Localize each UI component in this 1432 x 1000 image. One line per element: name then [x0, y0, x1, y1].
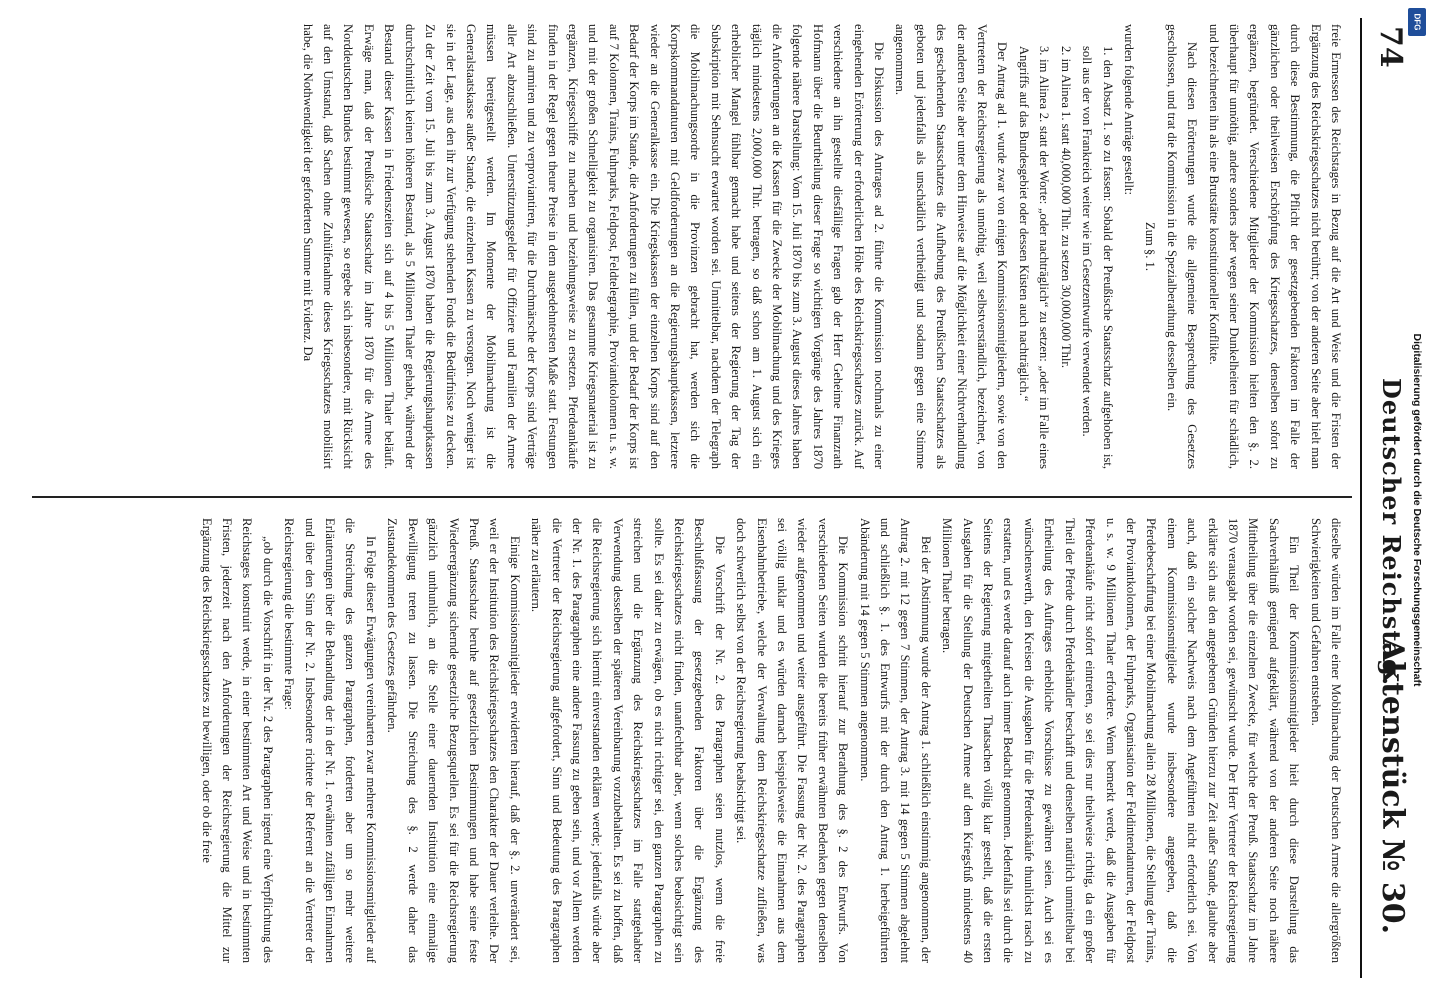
paragraph: Die Vorschrift der Nr. 2. des Paragraphen seien nutzlos, wenn die freie Beschlußfassung der gesetzgebenden Faktoren über die Ergänzung des Reichskriegsschatzes nicht finden, unanfechtbar aber, wenn solches beabsichtigt sein sollte. Es sei daher zu erwägen, ob es nicht richtiger sei, den ganzen Paragraphen zu streichen und die Ergänzung des Reichskriegsschatzes im Falle stattgehabter Verwendung desselben der späteren Vereinbarung vorzubehalten. Es sei zu hoffen, daß die Reichsregierung sich hiermit einverstanden erklären werde; jedenfalls würde aber der Nr. 1. des Paragraphen eine andere Fassung zu geben sein, und vor Allem werden die Vertreter der Reichsregierung aufgefordert, Sinn und Bedeutung des Paragraphen näher zu erläutern.	[529, 518, 727, 963]
list-item: 1. den Absatz 1. so zu fassen: Sobald der Preußische Staatsschatz aufgehoben ist, soll aus der von Frankreich weiter wie im Gesetzentwurfe verwendet werden.	[1080, 46, 1115, 469]
paragraph: Der Antrag ad 1. wurde zwar von einigen Kommissionsmitgliedern, sowie von den Vertretern der Reichsregierung als unnöthig, weil selbstverständlich, bezeichnet, von der anderen Seite aber unter dem Hinweise auf die Möglichkeit einer Nichtverhandlung des geschehenden Staatsschatzes die Aufhebung des Preußischen Staatsschatzes als geboten und jedenfalls als unschädlich vertheidigt und sodann gegen eine Stimme angenommen.	[893, 24, 1010, 469]
section-heading: Zum §. 1.	[1143, 222, 1158, 271]
paragraph: Einige Kommissionsmitglieder erwiderten hierauf, daß der §. 2. unverändert sei, weil er der Institution des Reichskriegsschatzes den Charakter der Dauer verleihe. Der Preuß. Staatsschatz beruhe auf gesetzlichen Bestimmungen und habe seine feste Wiederergänzung sichernde gesetzliche Bezugsquellen. Es sei für die Reichsregierung gänzlich unthunlich, an die Stelle einer dauernden Institution eine einmalige Bewilligung treten zu lassen. Die Streichung des §. 2 werde daher das Zustandekommen des Gesetzes gefährden.	[385, 518, 522, 963]
paragraph: freie Ermessen des Reichstages in Bezug auf die Art und Weise und die Fristen der Ergänzung des Reichskriegsschatzes nicht berührt; von der anderen Seite aber hielt man durch diese Bestimmung, die Pflicht der gesetzgebenden Faktoren im Falle der gänzlichen oder theilweisen Erschöpfung des Kriegsschatzes, denselben sofort zu ergänzen, begründet. Verschiedene Mitglieder der Kommission hielten den §. 2. überhaupt für unnöthig, andere sonders aber wegen seiner Dunkelheiten für schädlich, und bezeichneten ihn als eine Brutstätte konstitutioneller Konflikte.	[1206, 24, 1343, 469]
list-item: 3. im Alinea 2. statt der Worte: „oder nachträglich“ zu setzen: „oder im Falle eines Angriffs auf das Bundesgebiet oder dessen Küsten auch nachträglich.“	[1016, 46, 1052, 469]
paragraph: Die Kommission schritt hierauf zur Berathung des §. 2 des Entwurfs. Von verschiedenen Seiten wurden die bereits früher erwähnten Bedenken gegen denselben wieder aufgenommen und weiter ausgeführt. Die Fassung der Nr. 2. des Paragraphen sei völlig unklar und es würden darnach beispielsweise die Einnahmen aus dem Eisenbahnbetriebe, welche der Verwaltung dem Reichskriegsschatze zufließen, was doch schwerlich selbst von der Reichsregierung beabsichtigt sei.	[734, 518, 851, 963]
list-item: 2. im Alinea 1. statt 40,000,000 Thlr. zu setzen 30,000,000 Thlr.	[1058, 46, 1073, 369]
paragraph: Die Diskussion des Antrages ad 2. führte die Kommission nochmals zu einer eingehenden Erörterung der erforderlichen Höhe des Reichskriegsschatzes zurück. Auf verschiedene an ihn gestellte diesfällige Fragen gab der Herr Geheime Finanzrath Hofmann über die Beurtheilung dieser Frage so wichtigen Vorgänge des Jahres 1870 folgende nähere Darstellung: Vom 15. Juli 1870 bis zum 3. August dieses Jahres haben die Anforderungen an die Kassen für die Zwecke der Mobilmachung und des Krieges täglich mindestens 2,000,000 Thlr. betragen, so daß schon am 1. August sich ein erheblicher Mangel fühlbar gemacht habe und seitens der Regierung der Tag der Subskription mit Sehnsucht erwartet worden sei. Unmittelbar, nachdem der Telegraph die Mobilmachungsordre in die Provinzen gebracht hat, werden sich die Korpskommandanturen mit Geldforderungen an die Regierungshauptkassen, letztere wieder an die Generalkasse ein. Die Kriegskassen der einzelnen Korps sind auf den Bedarf der Korps im Stande, die Anforderungen zu füllen, und der Bedarf der Korps ist auf 7 Kolonnen, Trains, Fuhrparks, Feldpost, Feldtelegraphie, Proviantkolonnen u. s. w. und mit der großen Schnelligkeit zu organisiren. Das gesammte Kriegsmaterial ist zu ergänzen, Kriegsschiffe zu machen und beziehungsweise zu ersetzen. Pferdeankäufe finden in der Regel gegen theure Preise in dem ausgedehntesten Maße statt. Festungen sind zu armiren und zu verproviantiren, für die Durchmärsche der Korps sind Verträge aller Art abzuschließen. Unterstützungsgelder für Offiziere und Familien der Armee müssen bereitgestellt werden. Im Momente der Mobilmachung ist die Generalstaatskasse außer Stande, die einzelnen Kassen zu versorgen. Noch weniger ist sie in der Lage, aus den ihr zur Verfügung stehenden Fonds die Bedürfnisse zu decken. Zu der Zeit vom 15. Juli bis zum 3. August 1870 haben die Regierungshauptkassen durchschnittlich keinen höheren Bestand, als 5 Millionen Thaler gehabt, während der Bestand dieser Kassen in Friedenszeiten sich auf 4 bis 5 Millionen Thaler beläuft. Erwäge man, daß der Preußische Staatsschatz im Jahre 1870 für die Armee des Norddeutschen Bundes bestimmt gewesen, so ergebe sich insbesondere, mit Rücksicht auf den Umstand, daß Sachen ohne Zuhülfenahme dieses Kriegsschatzes mobilisirt habe, die Nothwendigkeit der geforderten Summe mit Evidenz. Da	[300, 24, 887, 469]
paragraph: Bei der Abstimmung wurde der Antrag 1. schließlich einstimmig angenommen, der Antrag 2. mit 12 gegen 7 Stimmen, der Antrag 3. mit 14 gegen 5 Stimmen abgelehnt und schließlich §. 1. des Entwurfs mit der durch den Antrag 1. herbeigeführten Abänderung mit 14 gegen 5 Stimmen angenommen.	[857, 518, 933, 963]
left-text-column	[36, 24, 1346, 469]
running-title: Deutscher Reichstag.	[1377, 378, 1406, 687]
right-text-column	[36, 518, 1346, 963]
dfg-logo-text: DFG	[1412, 13, 1422, 31]
paragraph: Nach diesen Erörterungen wurde die allgemeine Besprechung des Gesetzes geschlossen, und trat die Kommission in die Spezialberathung desselben ein.	[1164, 24, 1200, 469]
dfg-logo	[1408, 8, 1426, 36]
credit-text: Digitalisierung gefördert durch die Deutsche Forschungsgemeinschaft	[1411, 333, 1423, 687]
paragraph: dieselbe würden im Falle einer Mobilmachung der Deutschen Armee die allergrößten Schwierigkeiten und Gefahren entstehen.	[1308, 518, 1343, 963]
rotated-page	[20, 18, 1420, 978]
paragraph: Ein Theil der Kommissionsmitglieder hielt durch diese Darstellung das Sachverhältniß genügend aufgeklärt, während von der anderen Seite noch nähere Mittheilung über die einzelnen Zwecke, für welche der Preuß. Staatsschatz im Jahre 1870 verausgabt worden sei, gewünscht wurde. Der Herr Vertreter der Reichsregierung erklärte sich aus den angegebenen Gründen hierzu zur Zeit außer Stande, glaubte aber auch, daß ein solcher Nachweis nach dem Angeführten nicht erforderlich sei. Von einem Kommissionsmitgliede wurde insbesondere angegeben, daß die Pferdebeschaffung bei einer Mobilmachung allein 28 Millionen, die Stellung der Trains, der Proviantkolonnen, der Fuhrparks, Organisation der Feldintendanturen, der Feldpost u. s. w. 9 Millionen Thaler erfordere. Wenn bemerkt werde, daß die Ausgaben für Pferdeankäufe nicht sofort eintreten, so sei dies nur theilweise richtig, da ein großer Theil der Pferde durch Pferdehändler beschafft und denselben natürlich unmittelbar bei Ertheilung des Auftrages erhebliche Vorschüsse zu gewähren seien. Auch sei es wünschenswerth, den Kreisen die Ausgaben für die Pferdeankäufe thunlichst rasch zu erstatten, und es werde darauf auch immer Bedacht genommen. Jedenfalls sei durch die Seitens der Regierung mitgetheilten Thatsachen völlig klar gestellt, daß die ersten Ausgaben für die Stellung der Deutschen Armee auf dem Kriegsfuß mindestens 40 Millionen Thaler betragen.	[940, 518, 1302, 963]
paragraph: wurden folgende Anträge gestellt:	[1121, 24, 1136, 196]
page-number: 74	[1373, 26, 1408, 68]
digitization-credit	[1406, 40, 1428, 980]
document-number: Aktenstück № 30.	[1375, 638, 1410, 935]
paragraph: In Folge dieser Erwägungen vereinbarten zwar mehrere Kommissionsmitglieder auf die Streichung des ganzen Paragraphen, forderten aber um so mehr weitere Erläuterungen über die Behandlung der in der Nr. 1. erwähnten zufälligen Einnahmen und über den Sinn der Nr. 2. Insbesondere richtete der Referent an die Vertreter der Reichsregierung die bestimmte Frage:	[282, 518, 378, 963]
quotation: „ob durch die Vorschrift in der Nr. 2 des Paragraphen irgend eine Verpflichtung des Reichstages konstruirt werde, in einer bestimmten Art und Weise und in bestimmten Fristen, jederzeit nach den Anforderungen der Reichsregierung die Mittel zur Ergänzung des Reichskriegsschatzes zu bewilligen, oder ob die freie	[199, 518, 275, 963]
column-divider	[32, 496, 1352, 498]
